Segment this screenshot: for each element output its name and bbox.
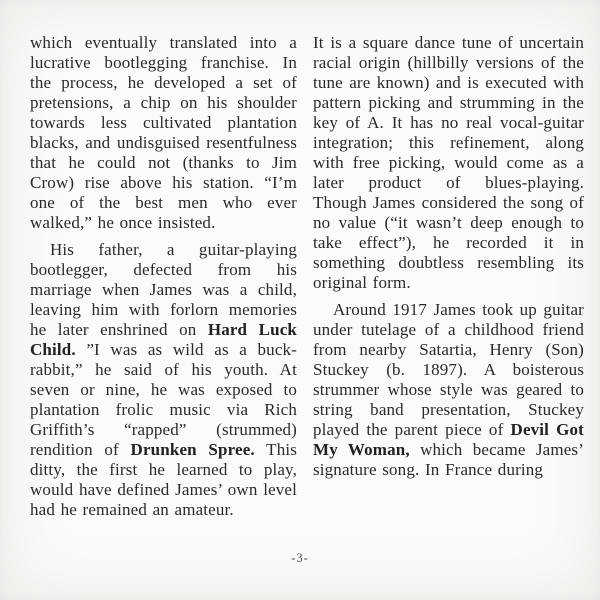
text-column-left xyxy=(30,33,297,520)
paragraph xyxy=(313,33,584,293)
text-segment: ”I was as wild as a buck-rabbit,” he said of his youth. At seven or nine, he was exposed to plantation frolic music via Rich Griffith’s “rapped” (strummed) rendition of xyxy=(30,340,297,459)
song-title: Hard Luck Child. xyxy=(30,320,297,359)
song-title: Devil Got My Woman, xyxy=(313,420,584,459)
text-column-right xyxy=(313,33,584,480)
page-number: -3- xyxy=(291,551,309,565)
paragraph xyxy=(30,33,297,233)
paragraph xyxy=(313,300,584,480)
paragraph xyxy=(30,240,297,520)
song-title: Drunken Spree. xyxy=(130,440,255,459)
text-segment: Around 1917 James took up guitar under tutelage of a childhood friend from nearby Satartia, Henry (Son) Stuckey (b. 1897). A boisterous strummer whose style was geared to string band presentation, Stuckey played the parent piece of xyxy=(313,300,584,439)
text-segment: It is a square dance tune of uncertain racial origin (hillbilly versions of the tune are known) and is executed with pattern picking and strumming in the key of A. It has no real vocal-guitar integration; this refinement, along with free picking, would come as a later product of blues-playing. Though James considered the song of no value (“it wasn’t deep enough to take effect”), he recorded it in something doubtless resembling its original form. xyxy=(313,33,584,292)
text-segment: His father, a guitar-playing bootlegger, defected from his marriage when James was a child, leaving him with forlorn memories he later enshrined on xyxy=(30,240,297,339)
text-segment: which eventually translated into a lucrative bootlegging franchise. In the process, he developed a set of pretensions, a chip on his shoulder towards less cultivated plantation blacks, and undisguised resentfulness that he could not (thanks to Jim Crow) rise above his station. “I’m one of the best men who ever walked,” he once insisted. xyxy=(30,33,297,232)
text-segment: which became James’ signature song. In France during xyxy=(313,440,585,479)
text-segment: This ditty, the first he learned to play, would have defined James’ own level had he remained an amateur. xyxy=(30,440,297,519)
